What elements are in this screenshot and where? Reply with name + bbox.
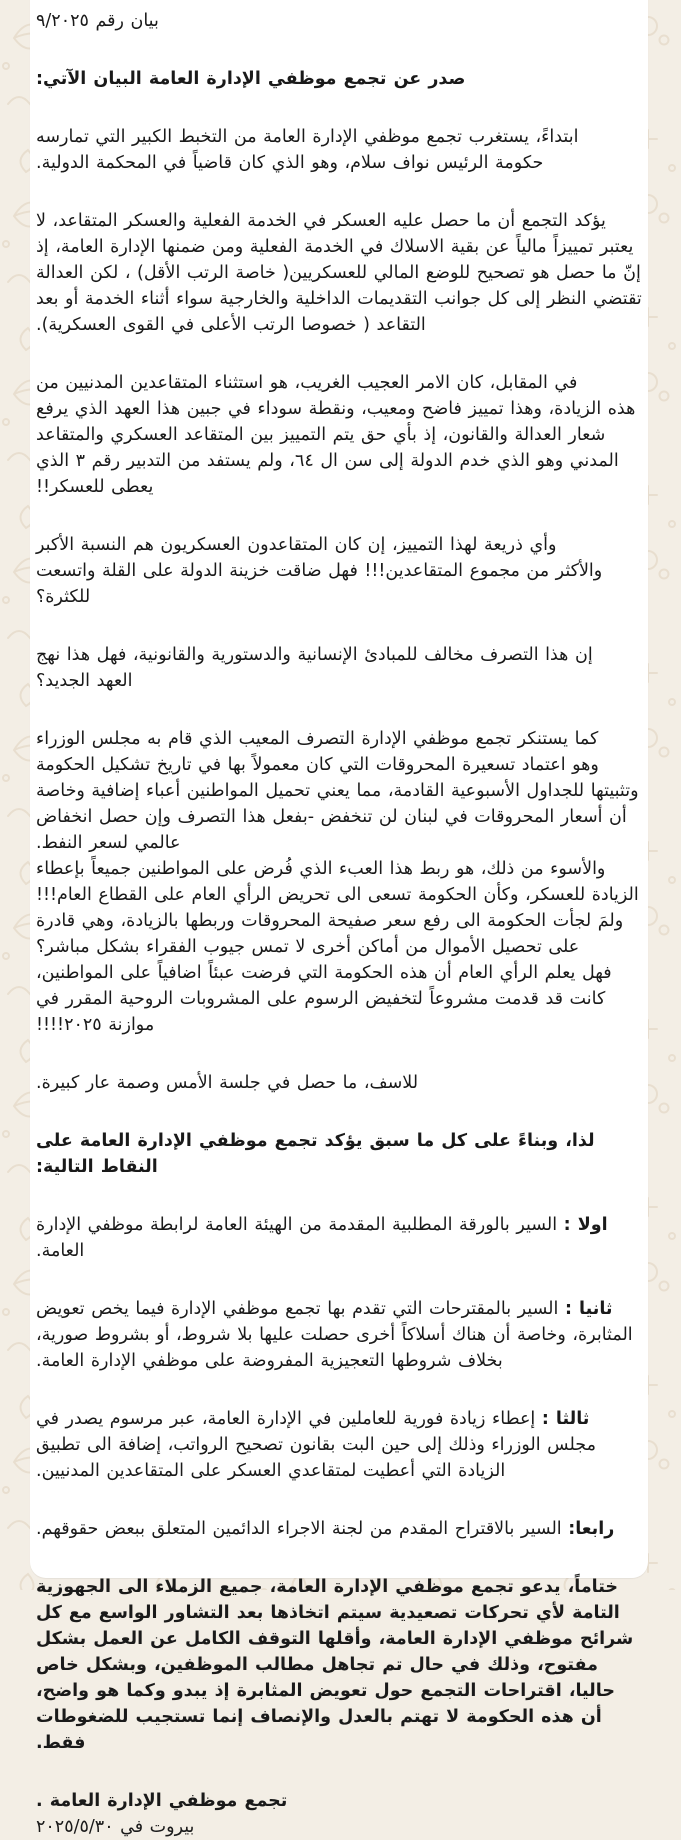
clause-third-text: إعطاء زيادة فورية للعاملين في الإدارة العامة، عبر مرسوم يصدر في مجلس الوزراء وذلك إلى حين البت بقانون تصحيح الرواتب، إضافة الى تطبيق الزيادة التي أعطيت لمتقاعدي العسكر على المتقاعدين المدنيين. [36,1409,596,1481]
paragraph-shame: للاسف، ما حصل في جلسة الأمس وصمة عار كبيرة. [36,1073,419,1093]
paragraph-opening: ابتداءً، يستغرب تجمع موظفي الإدارة العامة من التخبط الكبير التي تمارسه حكومة الرئيس نواف سلام، وهو الذي كان قاضياً في المحكمة الدولية. [36,127,579,173]
paragraph-spirits-tax: فهل يعلم الرأي العام أن هذه الحكومة التي فرضت عبئاً اضافياً على المواطنين، كانت قد قدمت مشروعاً لتخفيض الرسوم على المشروبات الروحية المقرر في موازنة ٢٠٢٥!!!! [36,963,612,1035]
paragraph-civil-retirees-exclusion: في المقابل، كان الامر العجيب الغريب، هو استثناء المتقاعدين المدنيين من هذه الزيادة، وهذا تمييز فاضح ومعيب، ونقطة سوداء في جبين هذا العهد الذي يرفع شعار العدالة والقانون، إذ بأي حق يتم التمييز بين المتقاعد العسكري والمتقاعد المدني وهو الذي خدم الدولة إلى سن ال ٦٤، ولم يستفد من التدبير رقم ٣ الذي يعطى للعسكر!! [36,373,636,497]
clause-third-label: ثالثا : [541,1409,590,1429]
closing-paragraph: ختاماً، يدعو تجمع موظفي الإدارة العامة، جميع الزملاء الى الجهوزية التامة لأي تحركات تصعيدية سيتم اتخاذها بعد التشاور الواسع مع كل شرائح موظفي الإدارة العامة، وأقلها التوقف الكامل عن العمل بشكل مفتوح، وذلك في حال تم تجاهل مطالب الموظفين، وبشكل خاص حاليا، اقتراحات التجمع حول تعويض المثابرة إذ يبدو وكما هو واضح، أن هذه الحكومة لا تهتم بالعدل والإنصاف إنما تستجيب للضغوطات فقط. [36,1577,634,1753]
clause-fourth [36,1516,642,1542]
paragraph-burden-linkage: والأسوء من ذلك، هو ربط هذا العبء الذي فُرض على المواطنين جميعاً بإعطاء الزيادة للعسكر، وكأن الحكومة تسعى الى تحريض الرأي العام على القطاع العام!!! [36,859,639,905]
clause-first-label: اولا : [563,1215,608,1235]
paragraph-why-fuel-price: ولمَ لجأت الحكومة الى رفع سعر صفيحة المحروقات وربطها بالزيادة، وهي قادرة على تحصيل الأموال من أماكن أخرى لا تمس جيوب الفقراء بشكل مباشر؟ [36,911,624,957]
clause-first-text: السير بالورقة المطلبية المقدمة من الهيئة العامة لرابطة موظفي الإدارة العامة. [36,1215,564,1261]
resolution-heading: لذا، وبناءً على كل ما سبق يؤكد تجمع موظفي الإدارة العامة على النقاط التالية: [36,1131,595,1177]
paragraph-fuel-pricing: كما يستنكر تجمع موظفي الإدارة التصرف المعيب الذي قام به مجلس الوزراء وهو اعتماد تسعيرة المحروقات التي كان معمولاً بها في تاريخ تشكيل الحكومة وتثبيتها للجداول الأسبوعية القادمة، مما يعني تحميل المواطنين أعباء إضافية وخاصة أن أسعار المحروقات في لبنان لن تنخفض -بفعل هذا التصرف وإن حصل انخفاض عالمي لسعر النفط. [36,729,639,853]
clause-first [36,1212,642,1264]
date-line: بيروت في ٢٠٢٥/٥/٣٠ [36,1817,195,1837]
clause-fourth-text: السير بالاقتراح المقدم من لجنة الاجراء الدائمين المتعلق ببعض حقوقهم. [36,1519,569,1539]
paragraph-pretext-question: وأي ذريعة لهذا التمييز، إن كان المتقاعدون العسكريون هم النسبة الأكبر والأكثر من مجموع المتقاعدين!!! فهل ضاقت خزينة الدولة على القلة واتسعت للكثرة؟ [36,535,603,607]
clause-second-label: ثانيا : [564,1299,613,1319]
statement-intro: صدر عن تجمع موظفي الإدارة العامة البيان الآتي: [36,69,466,89]
statement-number: بيان رقم ٩/٢٠٢٥ [36,11,159,31]
paragraph-principles-violation: إن هذا التصرف مخالف للمبادئ الإنسانية والدستورية والقانونية، فهل هذا نهج العهد الجديد؟ [36,645,593,691]
signature-line: تجمع موظفي الإدارة العامة . [36,1791,288,1811]
clause-third [36,1406,642,1484]
clause-fourth-label: رابعا: [568,1519,615,1539]
clause-second [36,1296,642,1374]
clause-second-text: السير بالمقترحات التي تقدم بها تجمع موظفي الإدارة فيما يخص تعويض المثابرة، وخاصة أن هناك أسلاكاً أخرى حصلت عليها بلا شروط، أو بشروط صورية، بخلاف شروطها التعجيزية المفروضة على موظفي الإدارة العامة. [36,1299,633,1371]
paragraph-military-pay-correction: يؤكد التجمع أن ما حصل عليه العسكر في الخدمة الفعلية والعسكر المتقاعد، لا يعتبر تمييزاً مالياً عن بقية الاسلاك في الخدمة الفعلية ومن ضمنها الإدارة العامة، إذ إنّ ما حصل هو تصحيح للوضع المالي للعسكريين( خاصة الرتب الأقل) ، لكن العدالة تقتضي النظر إلى كل جوانب التقديمات الداخلية والخارجية سواء أثناء الخدمة أو بعد التقاعد ( خصوصا الرتب الأعلى في القوى العسكرية). [36,211,642,335]
statement-card [30,0,648,1837]
